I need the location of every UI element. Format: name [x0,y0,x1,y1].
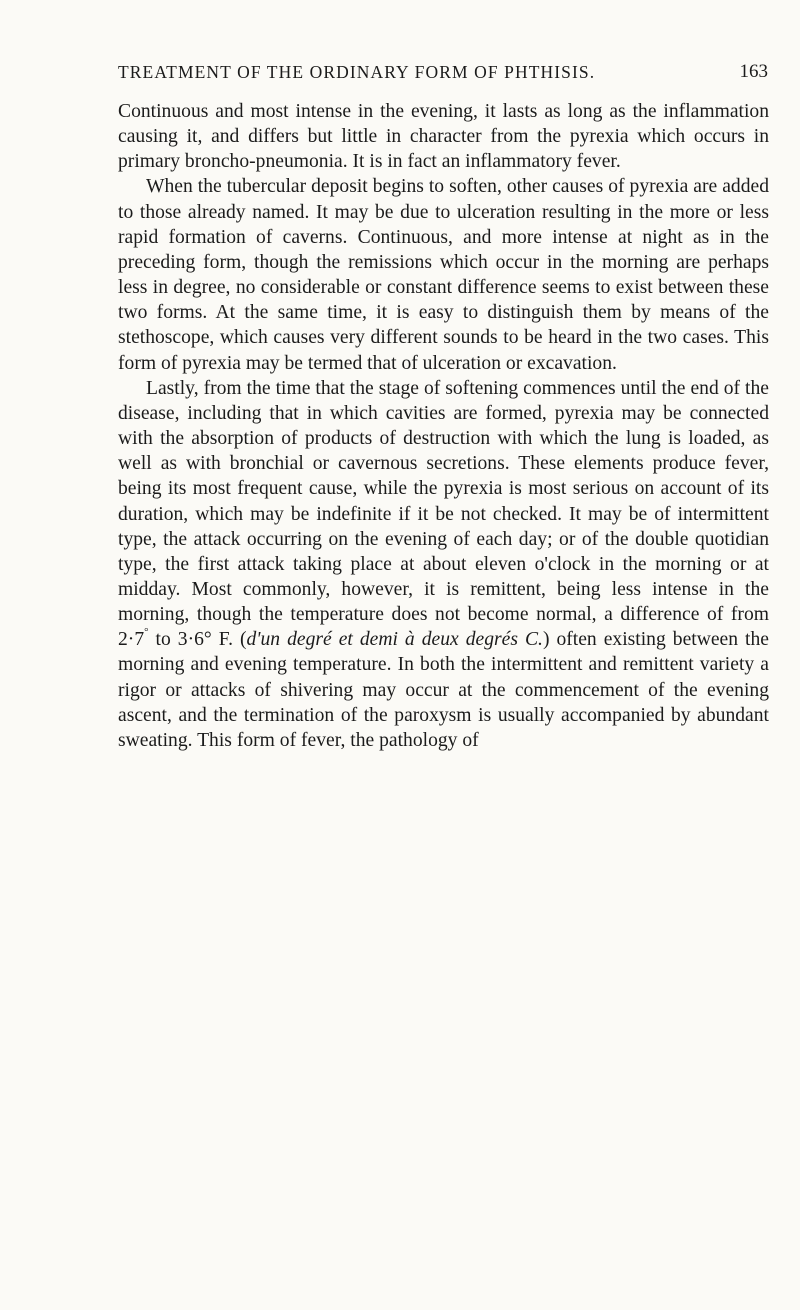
running-head [118,58,768,86]
degree-sign: ° [144,626,149,639]
paragraph-fever-inflammatory: Continuous and most intense in the evening, it lasts as long as the inflammation causing it, and differs but little in character from the pyrexia which occurs in primary broncho-pneumonia. It is in fact an inflammatory fever. [118,101,769,173]
paragraph-text-before: Lastly, from the time that the stage of softening commences until the end of the disease, including that in which cavities are formed, pyrexia may be connected with the absorption of products of destruction with which the lung is loaded, as well as with bronchial or cavernous secretions. These elements produce fever, being its most frequent cause, while the pyrexia is most serious on account of its duration, which may be indefinite if it be not checked. It may be of intermittent type, the attack occurring on the evening of each day; or of the double quotidian type, the first attack taking place at about eleven o'clock in the morning or at midday. Most commonly, however, it is remittent, being less intense in the morning, though the temperature does not become normal, a difference of from 2·7 [118,377,769,651]
paragraph-text-mid: to 3·6° F. ( [148,629,247,651]
paragraph-fever-ulceration: When the tubercular deposit begins to soften, other causes of pyrexia are added to those already named. It may be due to ulceration resulting in the more or less rapid formation of caverns. Continuous, and more intense at night as in the preceding form, though the remissions which occur in the morning are perhaps less in degree, no considerable or constant difference seems to exist between these two forms. At the same time, it is easy to distinguish them by means of the stethoscope, which causes very different sounds to be heard in the two cases. This form of pyrexia may be termed that of ulceration or excavation. [118,176,769,374]
page-number: 163 [739,61,768,82]
french-gloss: d'un degré et demi à deux degrés C. [246,629,543,651]
paragraph-text-after: ) often existing between the morning and evening temperature. In both the intermittent and remittent variety a rigor or attacks of shivering may occur at the commencement of the evening ascent, and the termination of the paroxysm is usually accompanied by abundant sweating. This form of fever, the pathology of [118,629,769,751]
paragraph-fever-absorption [118,376,769,753]
body-text [118,99,769,753]
running-head-title: TREATMENT OF THE ORDINARY FORM OF PHTHISIS. [118,62,596,82]
